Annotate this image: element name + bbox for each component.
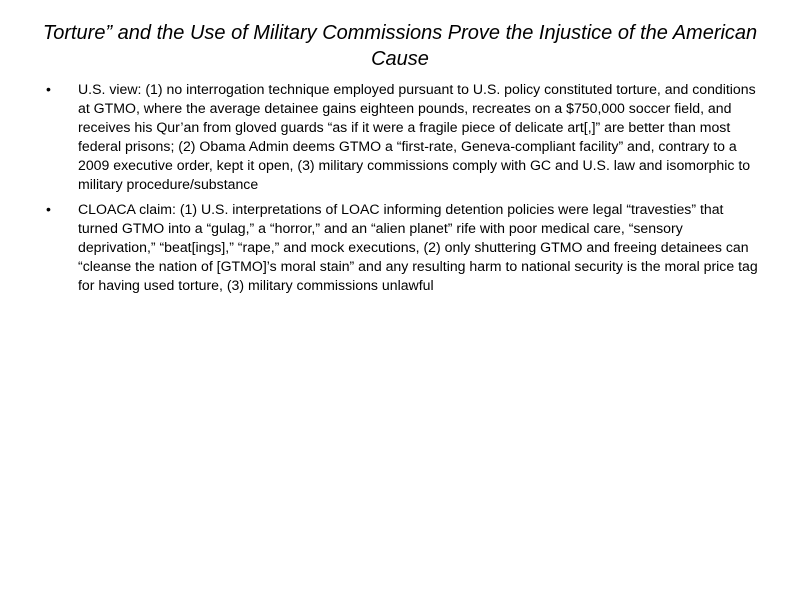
bullet-text: CLOACA claim: (1) U.S. interpretations of LOAC informing detention policies were legal “travesties” that turned GTMO into a “gulag,” a “horror,” and an “alien planet” rife with poor medical care, “sensory deprivation,” “beat[ings],” “rape,” and mock executions, (2) only shuttering GTMO and freeing detainees can “cleanse the nation of [GTMO]’s moral stain” and any resulting harm to national security is the moral price tag for having used torture, (3) military commissions unlawful (78, 201, 758, 293)
bullet-text: U.S. view: (1) no interrogation technique employed pursuant to U.S. policy constituted torture, and conditions at GTMO, where the average detainee gains eighteen pounds, recreates on a $750,000 soccer field, and receives his Qur’an from gloved guards “as if it were a fragile piece of delicate art[,]” are better than most federal prisons; (2) Obama Admin deems GTMO a “first-rate, Geneva-compliant facility” and, contrary to a 2009 executive order, kept it open, (3) military commissions comply with GC and U.S. law and isomorphic to military procedure/substance (78, 81, 756, 192)
bullet-item-us-view (46, 80, 758, 194)
bullet-icon: • (46, 201, 51, 217)
bullet-list (46, 80, 758, 301)
bullet-item-cloaca-claim (46, 200, 758, 295)
slide-title: Torture” and the Use of Military Commissions Prove the Injustice of the American Cause (42, 22, 758, 70)
bullet-icon: • (46, 81, 51, 97)
